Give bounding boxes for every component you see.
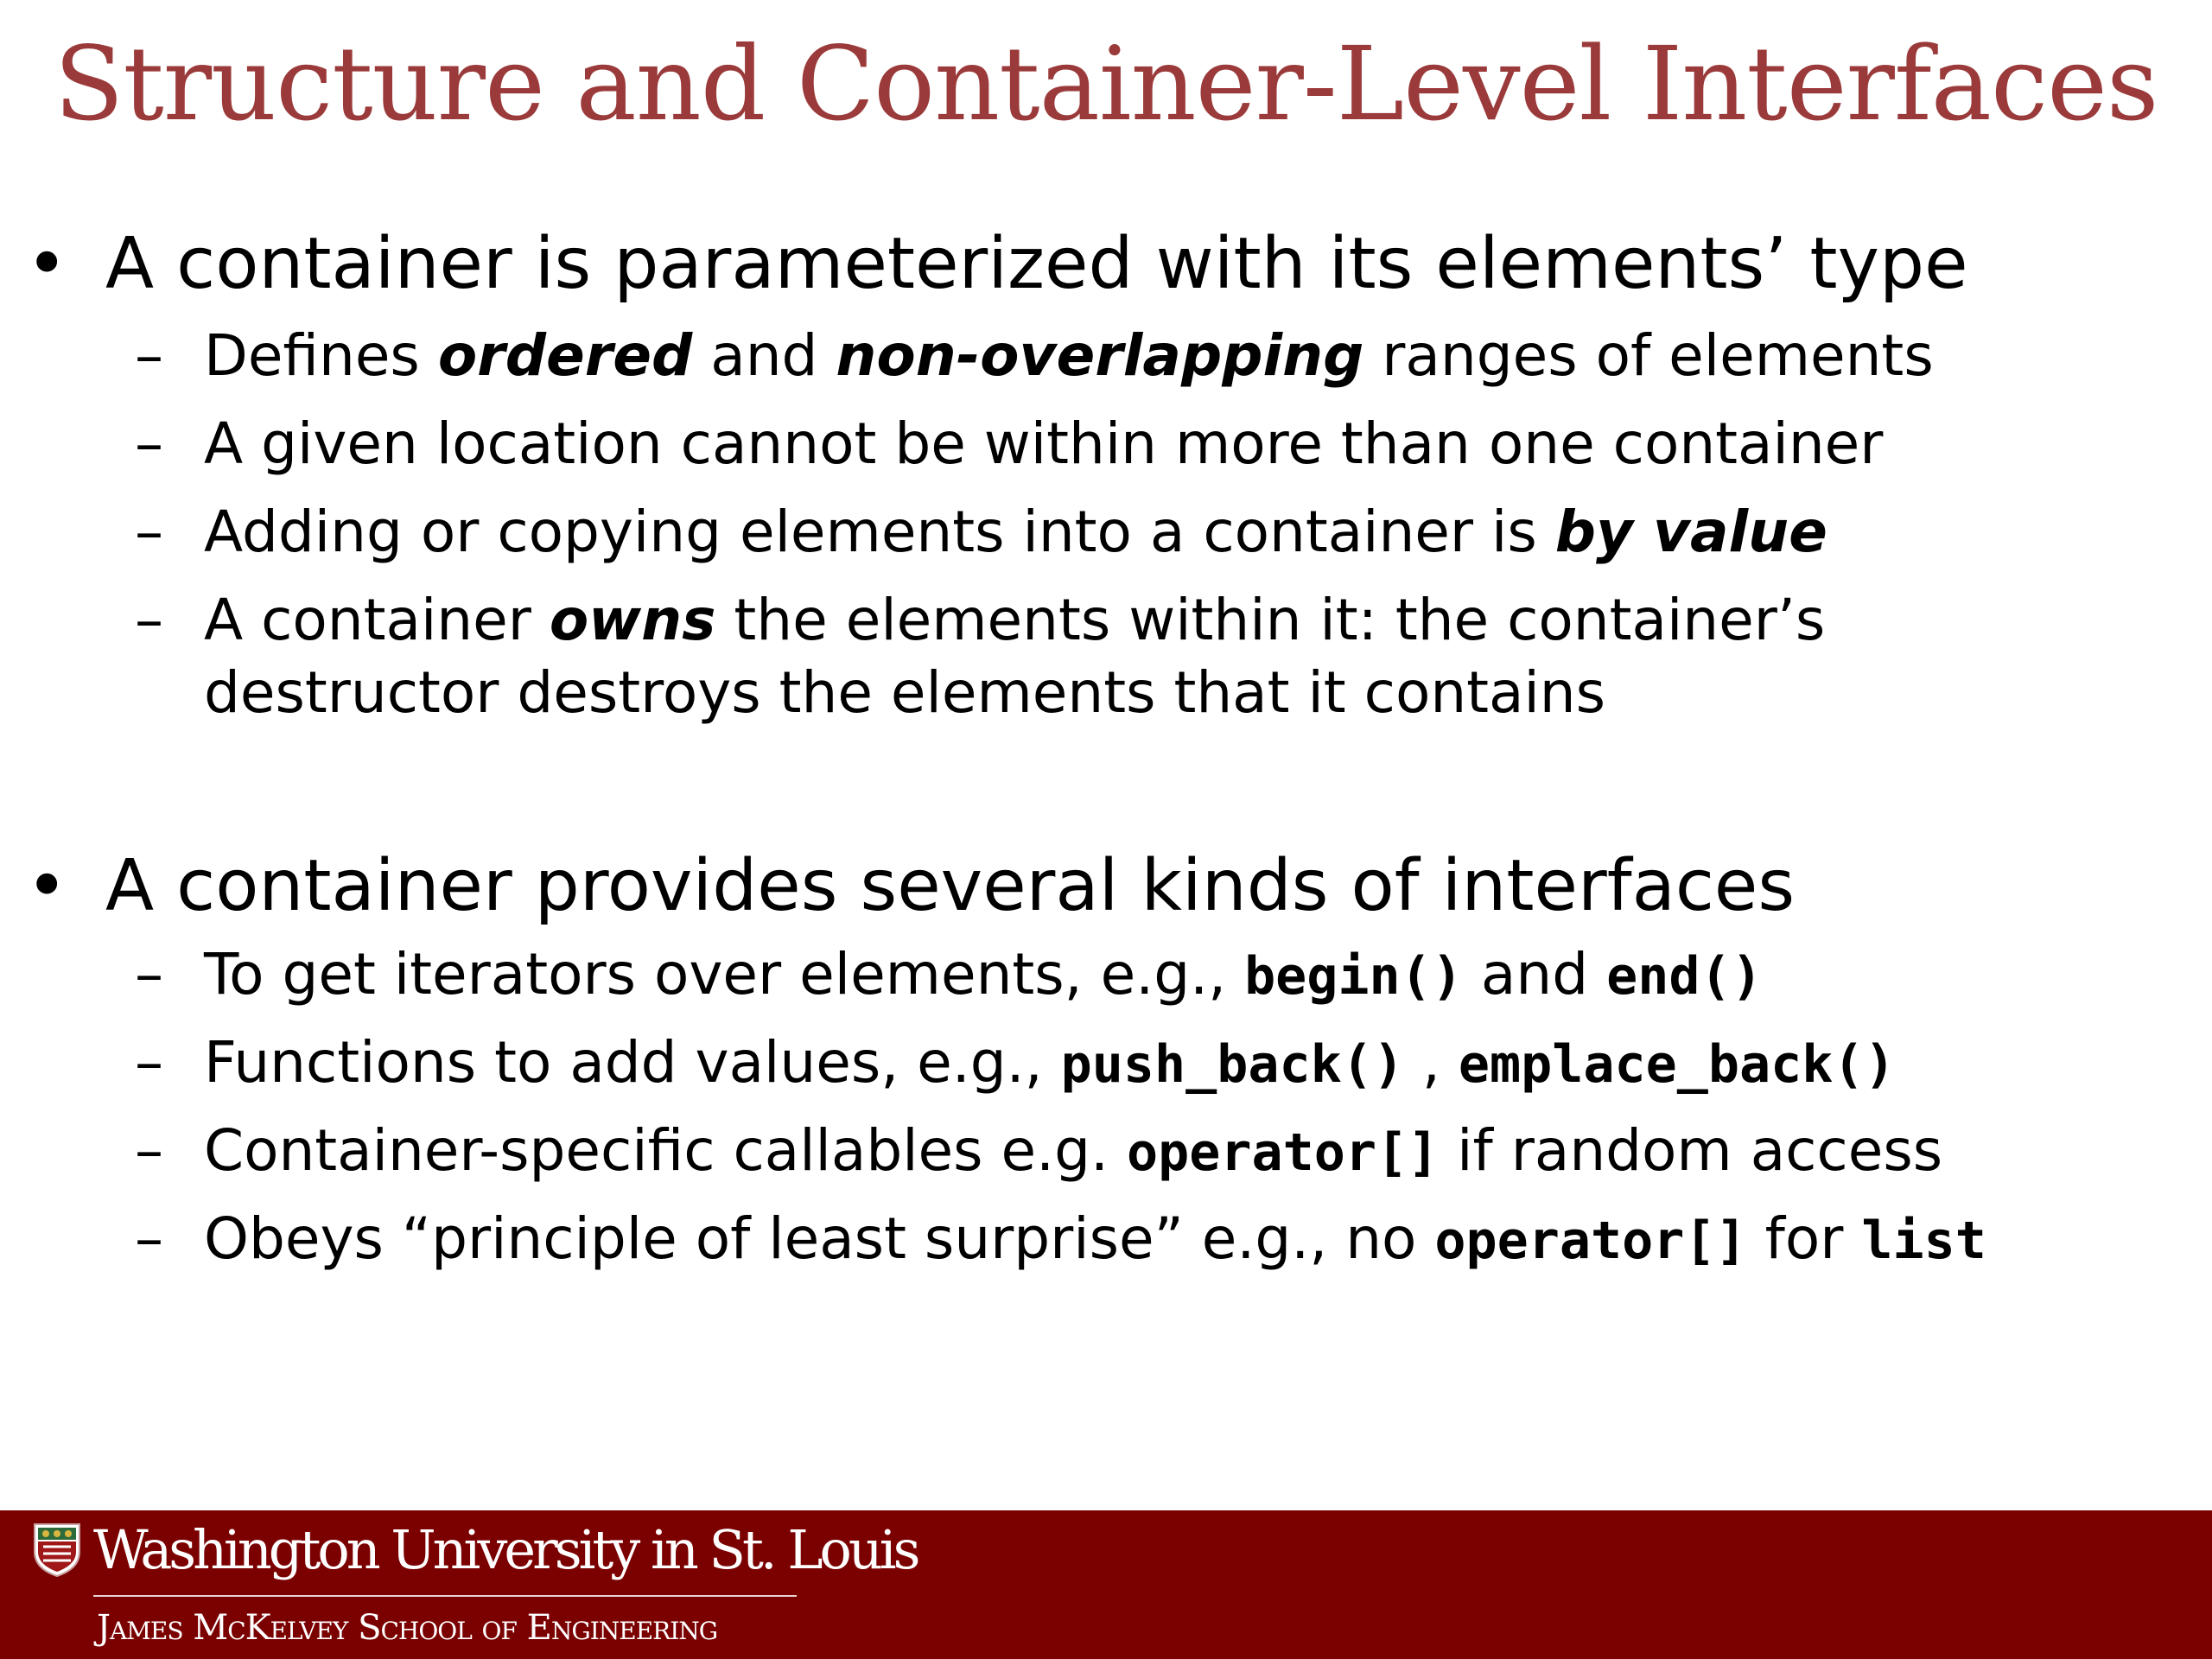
code-push-back: push_back() [1060, 1034, 1404, 1095]
bullet-marker: • [26, 223, 68, 305]
sub-bullet-text: the elements within it: the container’s [715, 587, 1826, 653]
school-name: James McKelvey School of Engineering [97, 1608, 718, 1648]
sub-bullet-2-1 [135, 938, 1763, 1013]
sub-bullet-marker: – [135, 499, 163, 565]
code-operator-brackets: operator[] [1434, 1211, 1747, 1271]
code-operator-brackets: operator[] [1126, 1122, 1440, 1183]
emphasis-ordered: ordered [437, 322, 693, 389]
emphasis-by-value: by value [1554, 499, 1827, 565]
sub-bullet-text: for [1746, 1205, 1862, 1272]
sub-bullet-marker: – [135, 941, 163, 1007]
emphasis-owns: owns [549, 587, 716, 653]
bullet-2-text: A container provides several kinds of interfaces [105, 845, 1796, 927]
sub-bullet-text: To get iterators over elements, e.g., [204, 941, 1245, 1007]
slide-title: Structure and Container-Level Interfaces [54, 24, 2158, 143]
bullet-1 [26, 221, 1968, 308]
sub-bullet-1-2 [135, 408, 1883, 480]
sub-bullet-text: A container [204, 587, 550, 653]
sub-bullet-text: Obeys “principle of least surprise” e.g., no [204, 1205, 1435, 1272]
sub-bullet-marker: – [135, 410, 163, 477]
bullet-1-text: A container is parameterized with its elements’ type [105, 223, 1968, 305]
bullet-2 [26, 843, 1795, 930]
sub-bullet-text: Functions to add values, e.g., [204, 1029, 1061, 1096]
sub-bullet-text: Defines [204, 322, 438, 389]
sub-bullet-text: Container-specific callables e.g. [204, 1117, 1127, 1184]
sub-bullet-text: and [692, 322, 836, 389]
sub-bullet-2-2 [135, 1027, 1896, 1101]
code-begin: begin() [1244, 946, 1463, 1007]
sub-bullet-1-4 [135, 584, 1825, 729]
sub-bullet-2-4 [135, 1203, 1986, 1277]
sub-bullet-text: and [1462, 941, 1607, 1007]
sub-bullet-text: ranges of elements [1363, 322, 1934, 389]
university-crest-icon [33, 1522, 81, 1578]
sub-bullet-marker: – [135, 1029, 163, 1096]
footer-band [0, 1510, 2212, 1659]
sub-bullet-text: if random access [1439, 1117, 1943, 1184]
sub-bullet-1-3 [135, 496, 1827, 569]
footer-divider [93, 1595, 797, 1597]
sub-bullet-marker: – [135, 1117, 163, 1184]
sub-bullet-continuation: destructor destroys the elements that it contains [204, 659, 1606, 726]
code-end: end() [1606, 946, 1763, 1007]
sub-bullet-1-1 [135, 320, 1934, 392]
bullet-marker: • [26, 845, 68, 927]
sub-bullet-marker: – [135, 1205, 163, 1272]
code-emplace-back: emplace_back() [1458, 1034, 1896, 1095]
sub-bullet-text: Adding or copying elements into a container is [204, 499, 1555, 565]
sub-bullet-marker: – [135, 587, 163, 653]
sub-bullet-2-3 [135, 1115, 1942, 1189]
sub-bullet-marker: – [135, 322, 163, 389]
sub-bullet-text: A given location cannot be within more than one container [204, 410, 1884, 477]
emphasis-non-overlapping: non-overlapping [836, 322, 1364, 389]
sub-bullet-text: , [1403, 1029, 1459, 1096]
university-name: Washington University in St. Louis [93, 1518, 918, 1581]
code-list: list [1861, 1211, 1986, 1271]
